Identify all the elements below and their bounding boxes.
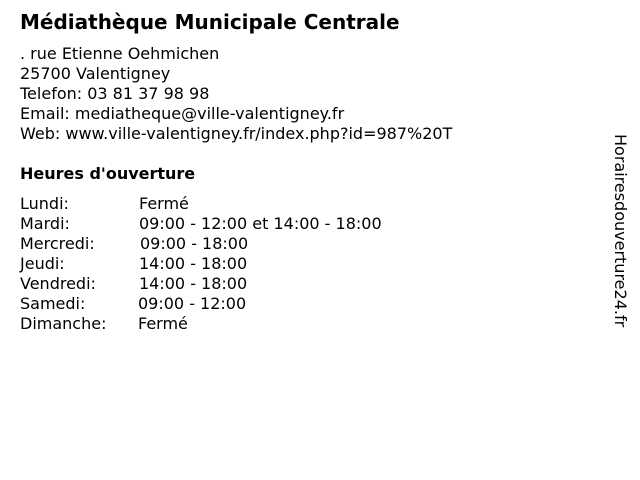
day-label: Samedi: — [20, 294, 86, 313]
time-value: Fermé — [139, 194, 189, 213]
watermark-text: Horairesdouverture24.fr — [611, 134, 630, 328]
page-title: Médiathèque Municipale Centrale — [20, 10, 400, 34]
email-line: Email: mediatheque@ville-valentigney.fr — [20, 104, 345, 123]
address-block — [20, 44, 452, 144]
day-label: Mardi: — [20, 214, 70, 233]
web-line: Web: www.ville-valentigney.fr/index.php?id=987%20T — [20, 124, 453, 143]
day-label: Lundi: — [20, 194, 69, 213]
hours-heading: Heures d'ouverture — [20, 164, 196, 183]
time-value: 14:00 - 18:00 — [139, 254, 248, 273]
time-value: Fermé — [138, 314, 188, 333]
city-line: 25700 Valentigney — [20, 64, 171, 83]
time-value: 09:00 - 12:00 et 14:00 - 18:00 — [139, 214, 382, 233]
street-line: . rue Etienne Oehmichen — [20, 44, 220, 63]
phone-line: Telefon: 03 81 37 98 98 — [20, 84, 210, 103]
time-value: 09:00 - 12:00 — [138, 294, 247, 313]
day-label: Vendredi: — [20, 274, 96, 293]
time-value: 14:00 - 18:00 — [139, 274, 248, 293]
day-label: Dimanche: — [20, 314, 107, 333]
time-value: 09:00 - 18:00 — [140, 234, 249, 253]
day-label: Mercredi: — [20, 234, 95, 253]
day-label: Jeudi: — [20, 254, 65, 273]
